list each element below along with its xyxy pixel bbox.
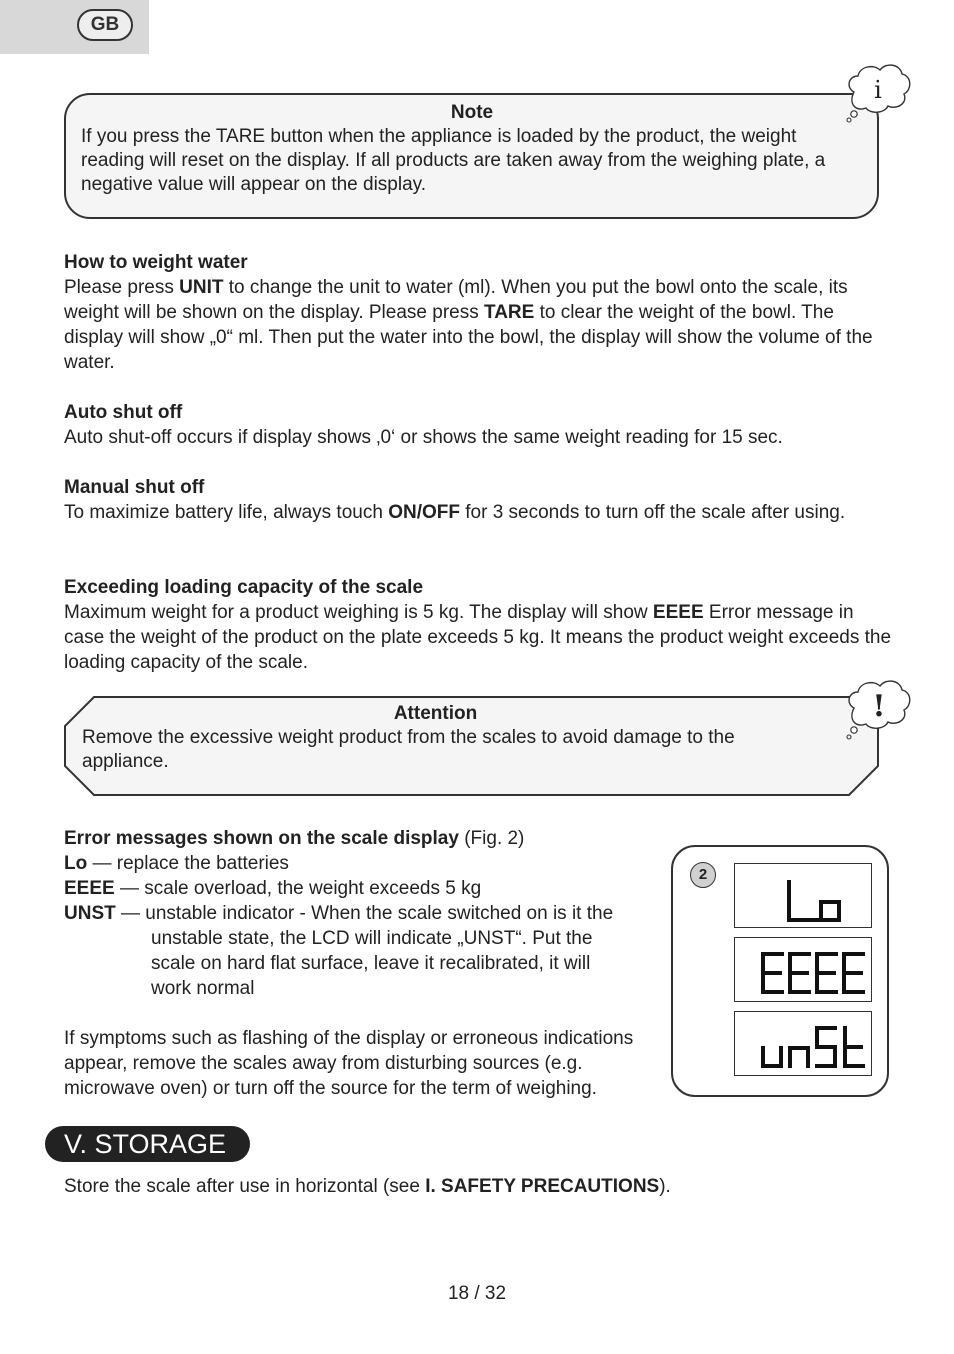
error-item-lo: Lo — replace the batteries [64,853,289,874]
water-heading: How to weight water [64,252,248,273]
lcd-display-eeee [734,937,872,1002]
lcd-lo-segments [735,864,871,927]
note-title: Note [450,102,494,123]
water-text: Please press UNIT to change the unit to water (ml). When you put the bowl onto the scale, its weight will be shown on the display. Please press TARE to clear the weight of the bowl. The display will show „0“ ml. Then put the water into the bowl, the display will show the volume of the water. [64,277,873,373]
manual-shut-heading: Manual shut off [64,477,205,498]
symptoms-line-1: If symptoms such as flashing of the display or erroneous indications [64,1028,634,1049]
note-text: If you press the TARE button when the appliance is loaded by the product, the weight reading will reset on the display. If all products are taken away from the weighing plate, a negative value will appear on the display. [81,126,826,195]
errors-heading: Error messages shown on the scale display (Fig. 2) [64,828,525,849]
exceeding-heading: Exceeding loading capacity of the scale [64,577,424,598]
info-glyph: i [874,76,882,104]
info-thought-bubble-icon [840,62,912,124]
storage-text: Store the scale after use in horizontal (see I. SAFETY PRECAUTIONS). [64,1176,671,1197]
attention-title: Attention [393,703,478,724]
figure-number-badge: 2 [690,862,716,888]
storage-section-title: V. STORAGE [45,1126,250,1162]
exceeding-text: Maximum weight for a product weighing is 5 kg. The display will show EEEE Error message in case the weight of the product on the plate exceeds 5 kg. It means the product weight exceeds the loading capacity of the scale. [64,602,892,673]
lcd-display-unst [734,1011,872,1076]
error-item-unst: UNST — unstable indicator - When the scale switched on is it the [64,903,614,924]
auto-shut-section [64,400,894,450]
attention-callout [64,696,879,796]
warning-glyph: ! [872,689,886,724]
error-item-eeee: EEEE — scale overload, the weight exceeds 5 kg [64,878,482,899]
water-section [64,250,894,375]
errors-section [64,826,679,1101]
page-number: 18 / 32 [447,1283,507,1304]
unst-line-2: scale on hard flat surface, leave it recalibrated, it will [151,953,591,974]
attention-text: Remove the excessive weight product from the scales to avoid damage to the appliance. [82,727,735,772]
manual-shut-section [64,475,894,525]
figure-2-panel [671,845,889,1097]
auto-shut-text: Auto shut-off occurs if display shows ‚0‘ or shows the same weight reading for 15 sec. [64,427,783,448]
lcd-unst-segments [735,1012,871,1075]
unst-line-1: unstable state, the LCD will indicate „UNST“. Put the [151,928,593,949]
exceeding-section [64,575,894,675]
symptoms-line-2: appear, remove the scales away from disturbing sources (e.g. [64,1053,583,1074]
note-callout [64,93,879,219]
lcd-display-lo [734,863,872,928]
language-tab [0,0,149,54]
warning-thought-bubble-icon [840,678,912,742]
lcd-eeee-segments [735,938,871,1001]
manual-shut-text: To maximize battery life, always touch ON/OFF for 3 seconds to turn off the scale after using. [64,502,846,523]
auto-shut-heading: Auto shut off [64,402,183,423]
unst-line-3: work normal [151,978,255,999]
language-badge: GB [77,9,133,41]
symptoms-line-3: microwave oven) or turn off the source for the term of weighing. [64,1078,597,1099]
